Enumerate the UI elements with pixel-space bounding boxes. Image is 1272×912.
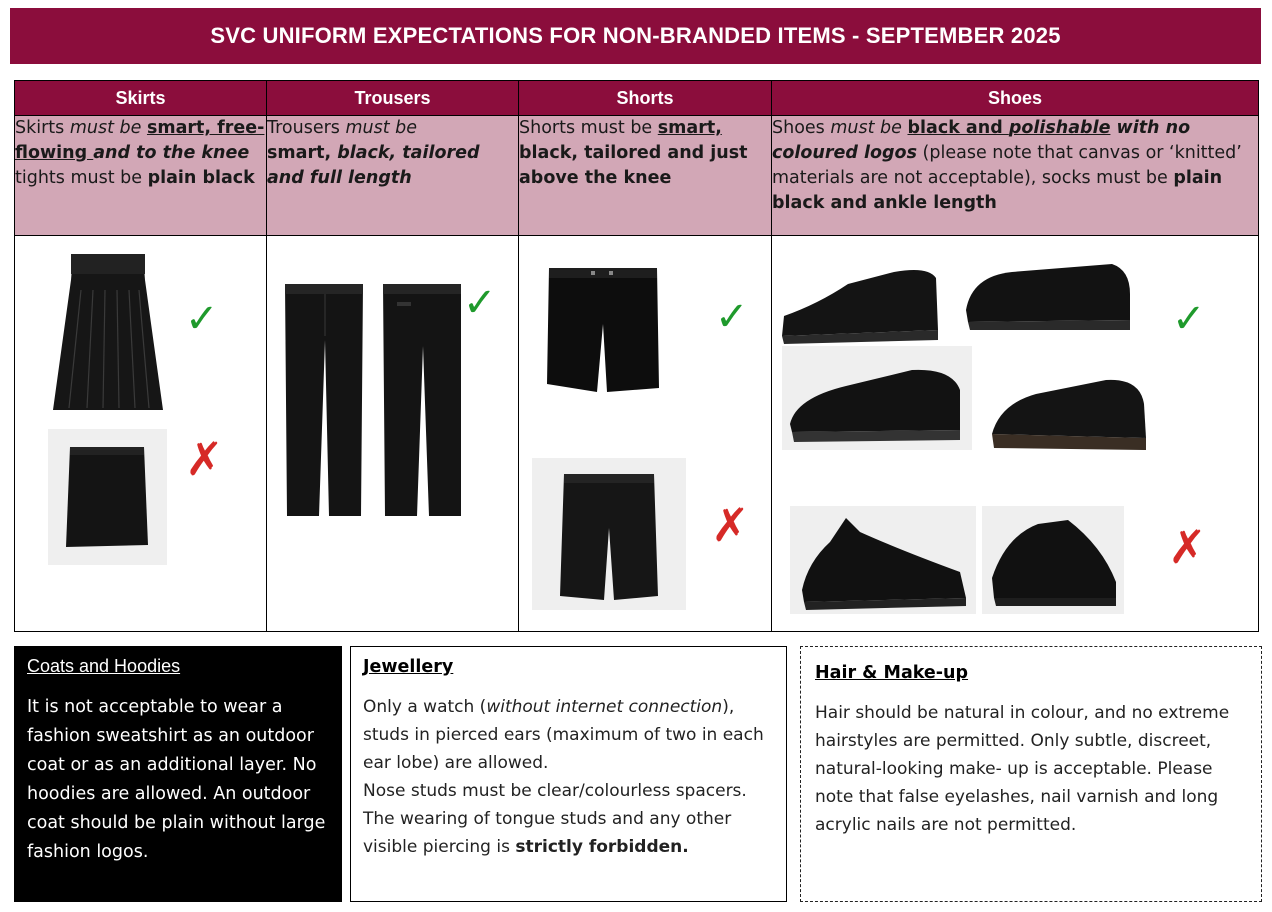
knit-trainer-image bbox=[790, 506, 976, 614]
desc-text: Shoes bbox=[772, 118, 831, 139]
jewellery-text-part: strictly forbidden. bbox=[515, 837, 689, 857]
hair-title: Hair & Make-up bbox=[815, 663, 969, 683]
shorts-images bbox=[519, 236, 772, 632]
desc-text: must be bbox=[830, 118, 908, 139]
trousers-images bbox=[267, 236, 519, 632]
desc-text: Skirts bbox=[15, 118, 70, 139]
jewellery-text bbox=[363, 693, 774, 861]
tick-icon: ✓ bbox=[715, 294, 749, 341]
shoes-images bbox=[772, 236, 1259, 632]
coats-title: Coats and Hoodies bbox=[27, 656, 181, 676]
sock-trainer-image bbox=[982, 506, 1124, 614]
lace-up-shoe-image bbox=[778, 254, 944, 344]
desc-text: Trousers bbox=[267, 118, 346, 139]
tick-icon: ✓ bbox=[463, 280, 497, 327]
loafer-shoe-image bbox=[962, 250, 1134, 332]
tailored-shorts-image bbox=[545, 264, 661, 394]
uniform-table bbox=[14, 80, 1259, 632]
shorts-description bbox=[519, 116, 772, 236]
desc-text: plain black and ankle length bbox=[772, 168, 1223, 214]
desc-text: smart, bbox=[657, 118, 722, 139]
header-trousers: Trousers bbox=[267, 81, 519, 116]
coats-text: It is not acceptable to wear a fashion sweatshirt as an outdoor coat or as an additional layer. No hoodies are allowed. An outdoor coat should be plain without large fashion logos. bbox=[27, 697, 326, 862]
desc-text: smart, free-flowing bbox=[15, 118, 265, 164]
desc-text: with no coloured logos bbox=[772, 118, 1191, 164]
tick-icon: ✓ bbox=[185, 296, 219, 343]
page-title: SVC UNIFORM EXPECTATIONS FOR NON-BRANDED ITEMS - SEPTEMBER 2025 bbox=[210, 23, 1061, 48]
cross-icon: ✗ bbox=[711, 498, 750, 553]
pleated-skirt-image bbox=[51, 250, 165, 416]
trousers-description bbox=[267, 116, 519, 236]
cross-icon: ✗ bbox=[1168, 520, 1207, 575]
desc-text: polishable bbox=[1008, 118, 1111, 139]
derby-shoe-image bbox=[986, 364, 1152, 456]
desc-text: smart, bbox=[267, 143, 338, 164]
sports-shorts-image bbox=[532, 458, 686, 610]
skirts-description bbox=[15, 116, 267, 236]
skirts-images bbox=[15, 236, 267, 632]
header-skirts: Skirts bbox=[15, 81, 267, 116]
desc-text: must be bbox=[69, 118, 147, 139]
shoes-description bbox=[772, 116, 1259, 236]
page-title-banner bbox=[10, 8, 1261, 64]
jewellery-text-part: Only a watch ( bbox=[363, 697, 487, 717]
tick-icon: ✓ bbox=[1172, 296, 1206, 343]
desc-text: black, tailored and just above the knee bbox=[519, 143, 748, 189]
hair-text: Hair should be natural in colour, and no extreme hairstyles are permitted. Only subtle, discreet, natural-looking make- up is acceptable. Please note that false eyelashes, nail varnish and long acrylic nails are not permitted. bbox=[815, 703, 1230, 835]
coats-and-hoodies-box bbox=[14, 646, 342, 902]
jewellery-text-part: Nose studs must be clear/colourless spacers. The wearing of tongue studs and any other visible piercing is bbox=[363, 781, 747, 857]
jewellery-text-part: ), studs in pierced ears (maximum of two in each ear lobe) are allowed. bbox=[363, 697, 764, 773]
header-shoes: Shoes bbox=[772, 81, 1259, 116]
trousers-back-image bbox=[377, 280, 467, 520]
desc-text: black, tailored and full length bbox=[267, 143, 480, 189]
jewellery-title: Jewellery bbox=[363, 657, 454, 677]
desc-text: tights must be bbox=[15, 168, 148, 189]
desc-text: and to the knee bbox=[93, 143, 250, 164]
trainer-style-shoe-image bbox=[782, 346, 972, 450]
jewellery-text-part: without internet connection bbox=[486, 697, 723, 717]
trousers-front-image bbox=[279, 280, 369, 520]
cross-icon: ✗ bbox=[185, 432, 224, 487]
desc-text: black and bbox=[907, 118, 1009, 139]
hair-and-makeup-box bbox=[800, 646, 1262, 902]
desc-text: must be bbox=[345, 118, 418, 139]
desc-text: plain black bbox=[147, 168, 255, 189]
pencil-skirt-image bbox=[48, 429, 167, 565]
header-shorts: Shorts bbox=[519, 81, 772, 116]
desc-text: Shorts must be bbox=[519, 118, 658, 139]
desc-text: (please note that canvas or ‘knitted’ materials are not acceptable), socks must be bbox=[772, 143, 1242, 189]
jewellery-box bbox=[350, 646, 787, 902]
